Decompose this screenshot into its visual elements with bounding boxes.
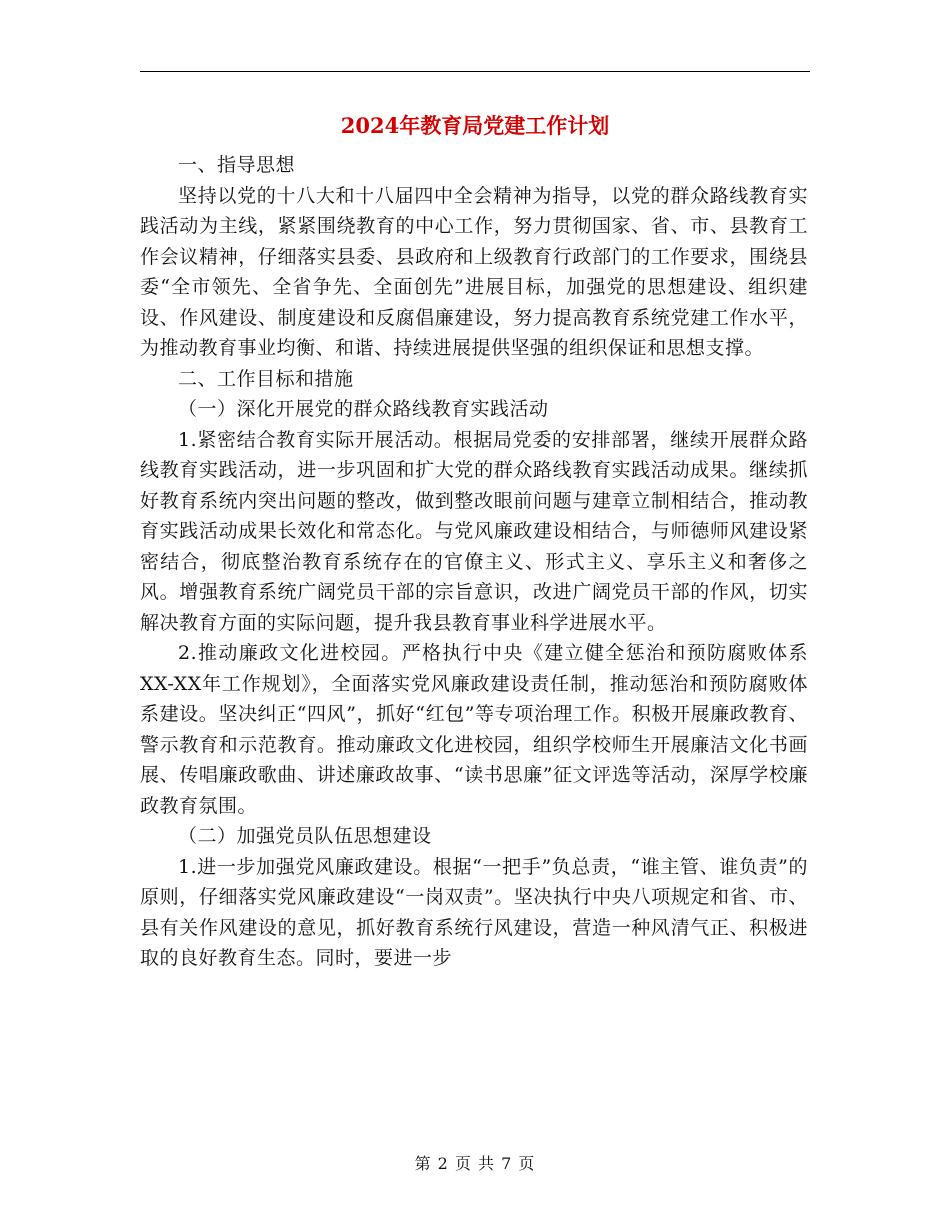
- subsection-heading-1: （一）深化开展党的群众路线教育实践活动: [178, 398, 549, 420]
- section-heading-guiding-thought: 一、指导思想: [178, 154, 296, 176]
- document-body: [140, 150, 808, 974]
- page-number: 第 2 页 共 7 页: [414, 1154, 536, 1173]
- paragraph: 1.紧密结合教育实际开展活动。根据局党委的安排部署，继续开展群众路线教育实践活动，进一步巩固和扩大党的群众路线教育实践活动成果。继续抓好教育系统内突出问题的整改，做到整改眼前问题与建章立制相结合，推动教育实践活动成果长效化和常态化。与党风廉政建设相结合，与师德师风建设紧密结合，彻底整治教育系统存在的官僚主义、形式主义、享乐主义和奢侈之风。增强教育系统广阔党员干部的宗旨意识，改进广阔党员干部的作风，切实解决教育方面的实际问题，提升我县教育事业科学进展水平。: [140, 428, 808, 634]
- header-rule: [140, 71, 810, 72]
- section-heading-goals-measures: 二、工作目标和措施: [178, 367, 354, 390]
- document-title: 2024年教育局党建工作计划: [340, 113, 610, 138]
- paragraph: 坚持以党的十八大和十八届四中全会精神为指导，以党的群众路线教育实践活动为主线，紧紧围绕教育的中心工作，努力贯彻国家、省、市、县教育工作会议精神，仔细落实县委、县政府和上级教育行政部门的工作要求，围绕县委“全市领先、全省争先、全面创先”进展目标，加强党的思想建设、组织建设、作风建设、制度建设和反腐倡廉建设，努力提高教育系统党建工作水平，为推动教育事业均衡、和谐、持续进展提供坚强的组织保证和思想支撑。: [140, 184, 808, 359]
- subsection-heading-2: （二）加强党员队伍思想建设: [178, 825, 432, 847]
- paragraph: 2.推动廉政文化进校园。严格执行中央《建立健全惩治和预防腐败体系XX-XX年工作规划》，全面落实党风廉政建设责任制，推动惩治和预防腐败体系建设。坚决纠正“四风”，抓好“红包”等专项治理工作。积极开展廉政教育、警示教育和示范教育。推动廉政文化进校园，组织学校师生开展廉洁文化书画展、传唱廉政歌曲、讲述廉政故事、“读书思廉”征文评选等活动，深厚学校廉政教育氛围。: [140, 642, 808, 817]
- paragraph: 1.进一步加强党风廉政建设。根据“一把手”负总责，“谁主管、谁负责”的原则，仔细落实党风廉政建设“一岗双责”。坚决执行中央八项规定和省、市、县有关作风建设的意见，抓好教育系统行风建设，营造一种风清气正、积极进取的良好教育生态。同时，要进一步: [140, 855, 808, 969]
